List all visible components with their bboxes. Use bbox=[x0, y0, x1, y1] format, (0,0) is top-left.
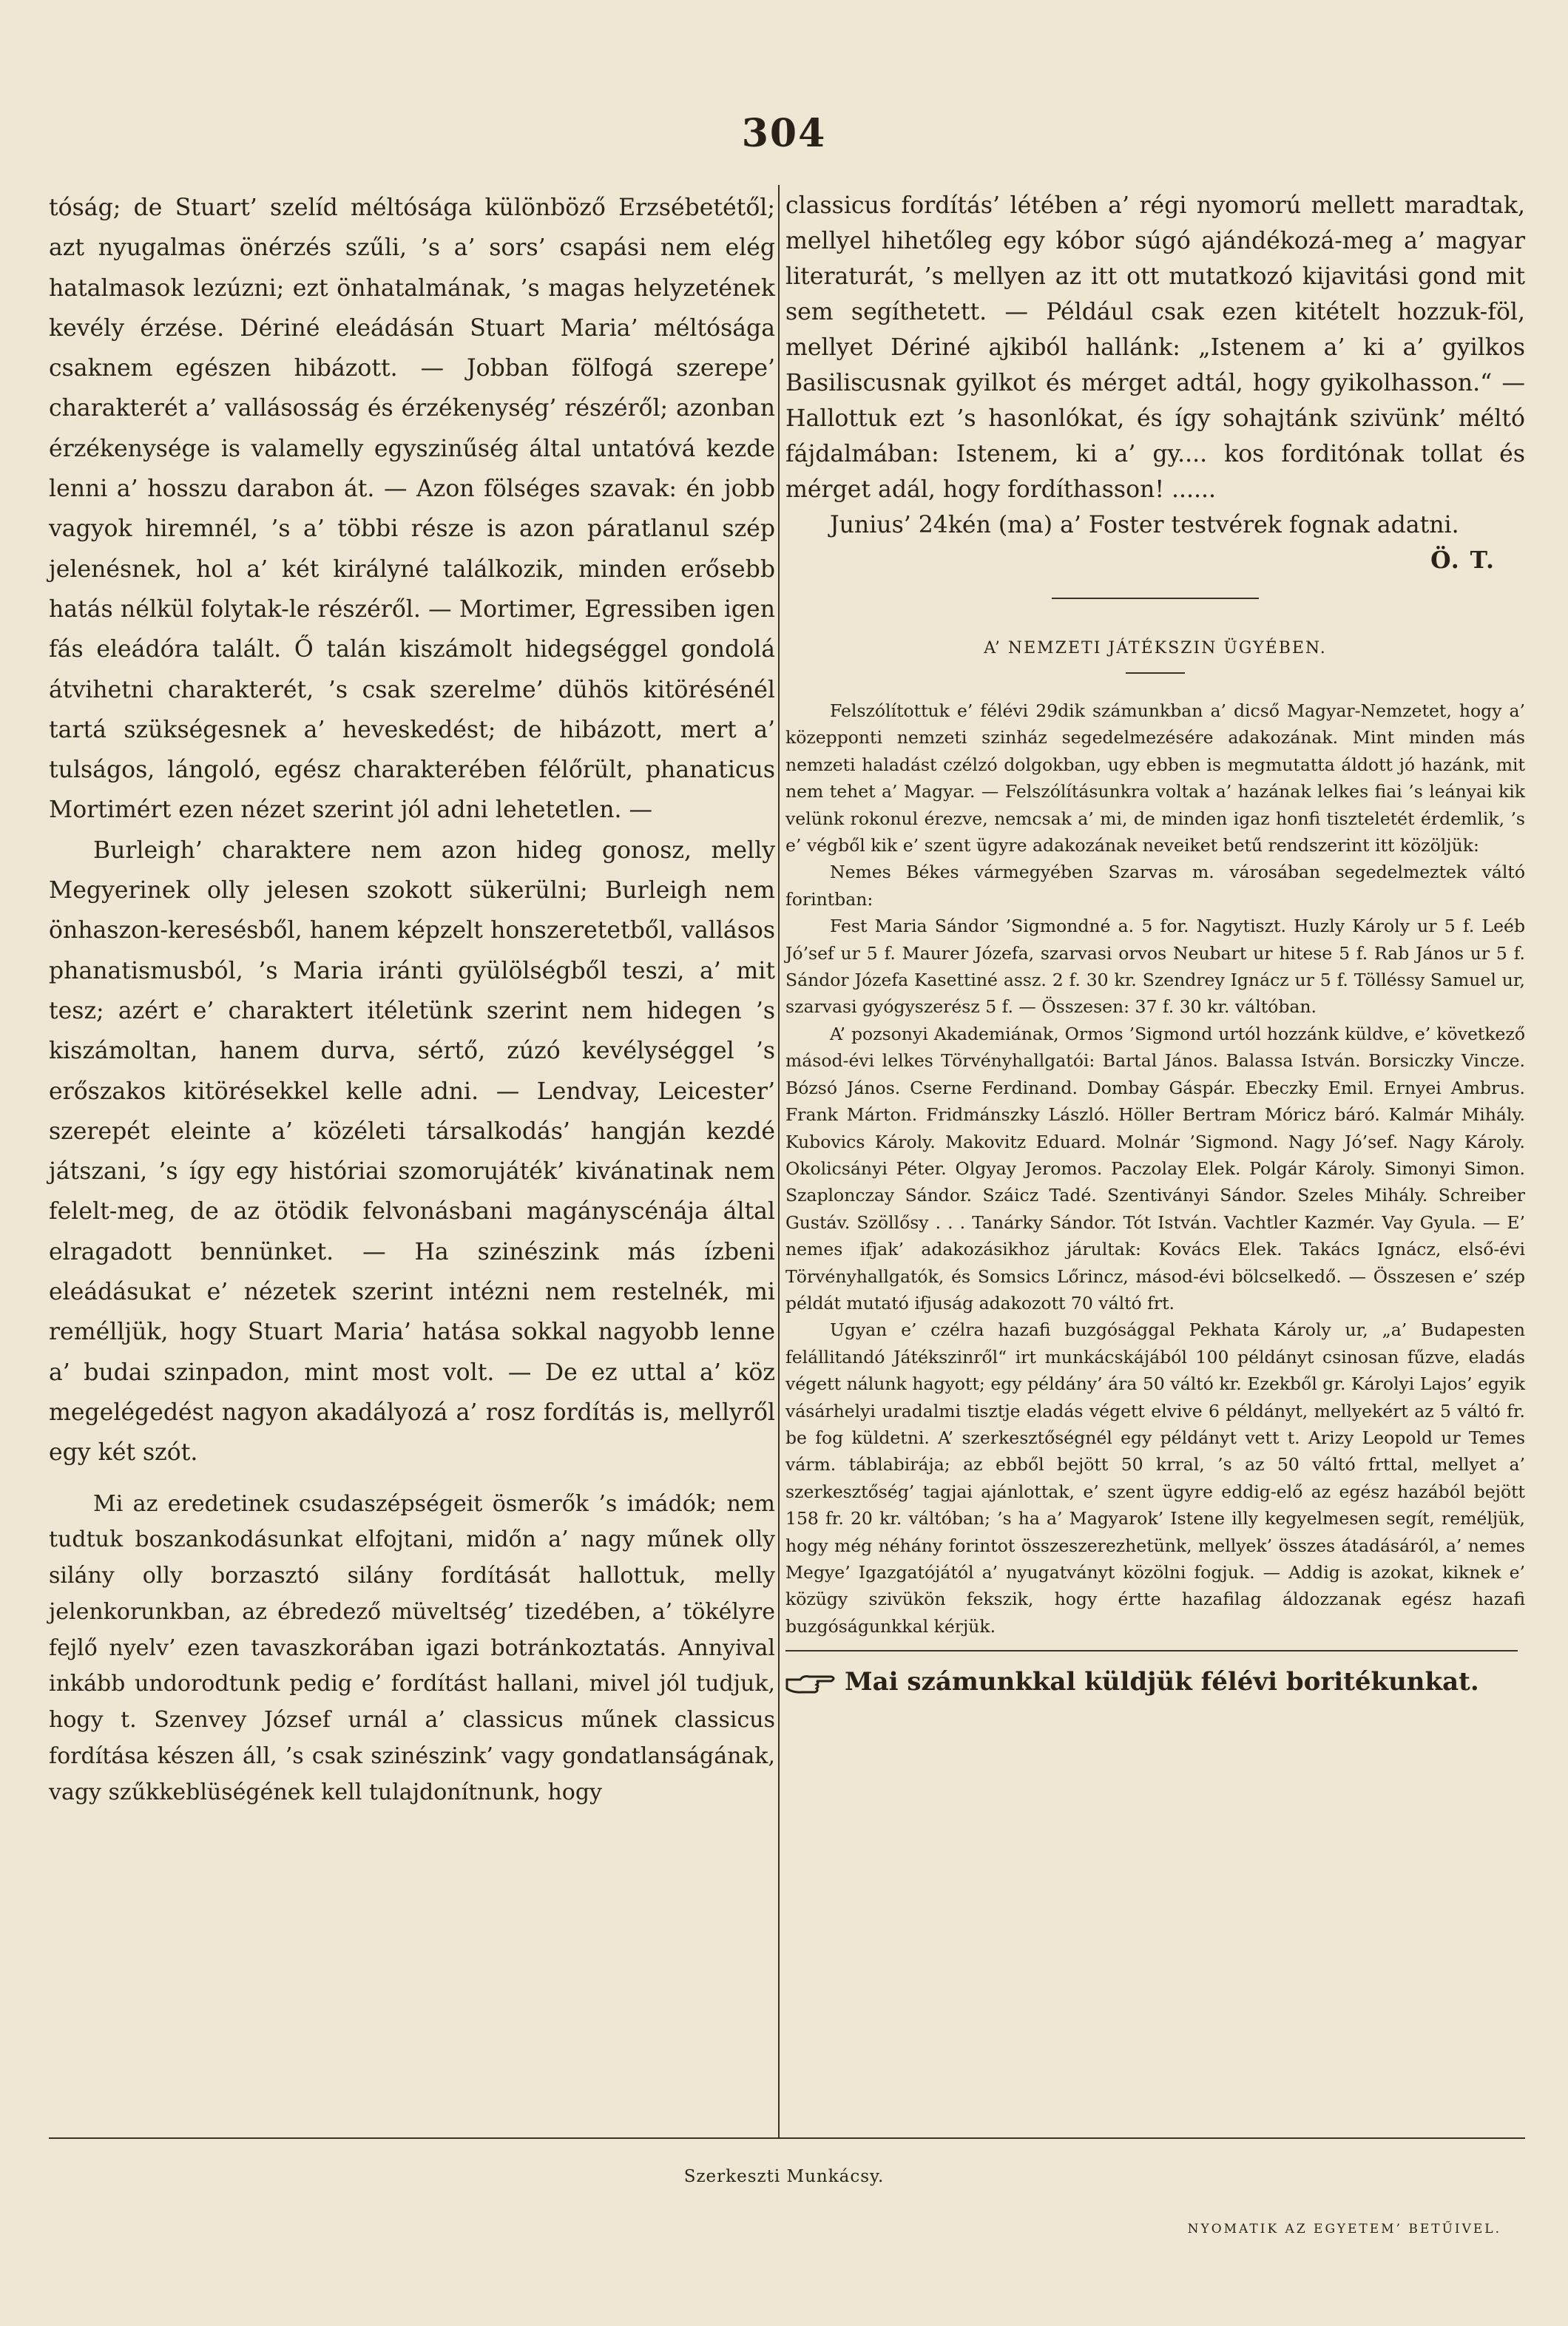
left-column bbox=[49, 188, 775, 1811]
editor-line: Szerkeszti Munkácsy. bbox=[683, 2167, 885, 2186]
footer-divider bbox=[49, 2137, 1525, 2139]
notice-paragraph: Felszólítottuk e’ félévi 29dik számunkban a’ dicső Magyar-Nemzetet, hogy a’ közepponti nemzeti szinház segedelmezésére adakozának. Mint minden más nemzeti haladást czélzó dolgokban, ugy ebben is megmutatta áldott jó hazánk, mit nem tehet a’ Magyar. — Felszólításunkra voltak a’ hazának lelkes fiai ’s leányai kik velünk rokonul érezve, nemcsak a’ mi, de minden igaz honfi tiszteletét érdemlik, ’s e’ végből kik e’ szent ügyre adakozának neveiket betű rendszerint itt közöljük: bbox=[785, 700, 1525, 856]
notice-heading: A’ NEMZETI JÁTÉKSZIN ÜGYÉBEN. bbox=[984, 639, 1327, 657]
left-paragraph-1: tóság; de Stuart’ szelíd méltósága különböző Erzsébetétől; azt nyugalmas önérzés szűli, ’s a’ sors’ csapási nem elég hatalmasok lezúzni; ezt önhatalmának, ’s magas helyzetének kevély érzése. Dériné eleádásán Stuart Maria’ méltósága csaknem egészen hibázott. — Jobban fölfogá szerepe’ charakterét a’ vallásosság és érzékenység’ részéről; azonban érzékenysége is valamelly egyszinűség által untatóvá kezde lenni a’ hosszu darabon át. — Azon fölséges szavak: én jobb vagyok hiremnél, ’s a’ többi része is azon páratlanul szép jelenésnek, hol a’ két királyné találkozik, minden erősebb hatás nélkül folytak-le részéről. — Mortimer, Egressiben igen fás eleádóra talált. Ő talán kiszámolt hidegséggel gondolá átvihetni charakterét, ’s csak szerelme’ dühös kitörésénél tartá szükségesnek a’ heveskedést; de hibázott, mert a’ tulságos, lángoló, egész charakterében félőrült, phanaticus Mortimért ezen nézet szerint jól adni lehetetlen. — bbox=[49, 195, 775, 824]
announcement-text: Mai számunkkal küldjük félévi boritékunkat. bbox=[845, 1667, 1479, 1697]
notice-paragraph: Nemes Békes vármegyében Szarvas m. városában segedelmeztek váltó forintban: bbox=[785, 862, 1525, 910]
right-column bbox=[785, 188, 1525, 1705]
heading-divider bbox=[1126, 672, 1185, 674]
notice-paragraph: Ugyan e’ czélra hazafi buzgósággal Pekhata Károly ur, „a’ Budapesten felállitandó Játékszinről“ irt munkácskájából 100 példányt csinosan fűzve, eladás végett nálunk hagyott; egy példány’ ára 50 váltó kr. Ezekből gr. Károlyi Lajos’ egyik vásárhelyi uradalmi tisztje eladás végett elvive 6 példányt, mellyekért az 5 váltó fr. be fog küldetni. A’ szerkesztőségnél egy példányt vett t. Arizy Leopold ur Temes várm. táblabirája; az ebből bejött 50 krral, ’s az 50 váltó frttal, mellyet a’ szerkesztőség’ tagjai ajánlottak, e’ szent ügyre eddig-elő az egész hazából bejött 158 fr. 20 kr. váltóban; ’s ha a’ Magyarok’ Istene illy kegyelmesen segít, reméljük, hogy még néhány forintot összeszerezhetünk, mellyek’ összes átadásáról, a’ nemes Megye’ Igazgatójától a’ nyugatványt közölni fogjuk. — Addig is azokat, kiknek e’ közügy szivükön fekszik, hogy értte hazafilag áldozzanak egész hazafi buzgóságunkkal kérjük. bbox=[785, 1319, 1525, 1637]
signature: Ö. T. bbox=[1430, 547, 1496, 574]
notice-body bbox=[785, 697, 1525, 1640]
pointing-hand-icon bbox=[785, 1665, 845, 1705]
column-divider bbox=[778, 185, 780, 2137]
printer-line: NYOMATIK AZ EGYETEM’ BETŰIVEL. bbox=[1187, 2222, 1501, 2237]
announcement bbox=[785, 1665, 1525, 1705]
right-intro-paragraph: classicus fordítás’ létében a’ régi nyomorú mellett maradtak, mellyel hihetőleg egy kóbor súgó ajándékozá-meg a’ magyar literaturát, ’s mellyen az itt ott mutatkozó kijavitási gond mit sem segíthetett. — Például csak ezen kitételt hozzuk-föl, mellyet Dériné ajkiból hallánk: „Istenem a’ ki a’ gyilkos Basiliscusnak gyilkot és mérget adtál, hogy gyikolhasson.“ — Hallottuk ezt ’s hasonlókat, és így sohajtánk szivünk’ méltó fájdalmában: Istenem, ki a’ gy.... kos forditónak tollat és mérget adál, hogy fordíthasson! ...... bbox=[785, 192, 1525, 503]
notice-divider bbox=[785, 1650, 1518, 1651]
left-paragraph-2: Burleigh’ charaktere nem azon hideg gonosz, melly Megyerinek olly jelesen szokott sükerülni; Burleigh nem önhaszon-keresésből, hanem képzelt honszeretetből, vallásos phanatismusból, ’s Maria iránti gyülölségből teszi, a’ mit tesz; azért e’ charaktert itéletünk szerint nem hidegen ’s kiszámoltan, hanem durva, sértő, zúzó kevélységgel ’s erőszakos kitörésekkel kelle adni. — Lendvay, Leicester’ szerepét eleinte a’ közéleti társalkodás’ hangján kezdé játszani, ’s így egy históriai szomorujáték’ kivánatinak nem felelt-meg, de az ötödik felvonásbani magányscénája által elragadott bennünket. — Ha szinészink más ízbeni eleádásukat e’ nézetek szerint intézni nem restelnék, mi remélljük, hogy Stuart Maria’ hatása sokkal nagyobb lenne a’ budai szinpadon, mint most volt. — De ez uttal a’ köz megelégedést nagyon akadályozá a’ rosz fordítás is, mellyről egy két szót. bbox=[49, 836, 775, 1467]
performance-notice: Junius’ 24kén (ma) a’ Foster testvérek fognak adatni. bbox=[830, 512, 1459, 538]
left-paragraph-3: Mi az eredetinek csudaszépségeit ösmerők ’s imádók; nem tudtuk boszankodásunkat elfojtani, midőn a’ nagy műnek olly silány olly borzasztó silány fordítását hallottuk, melly jelenkorunkban, az ébredező müveltség’ tizedében, a’ tökélyre fejlő nyelv’ ezen tavaszkorában igazi botránkoztatás. Annyival inkább undorodtunk pedig e’ fordítást hallani, mivel jól tudjuk, hogy t. Szenvey József urnál a’ classicus műnek classicus fordítása készen áll, ’s csak szinészink’ vagy gondatlanságának, vagy szűkkeblüségének kell tulajdonítnunk, hogy bbox=[49, 1490, 775, 1805]
page-number: 304 bbox=[741, 111, 827, 156]
notice-paragraph: Fest Maria Sándor ’Sigmondné a. 5 for. Nagytiszt. Huzly Károly ur 5 f. Leéb Jó’sef ur 5 f. Maurer Józefa, szarvasi orvos Neubart ur hitese 5 f. Rab János ur 5 f. Sándor Józefa Kasettiné assz. 2 f. 30 kr. Szendrey Ignácz ur 5 f. Tölléssy Samuel ur, szarvasi gyógyszerész 5 f. — Összesen: 37 f. 30 kr. váltóban. bbox=[785, 916, 1525, 1018]
section-divider bbox=[1052, 598, 1259, 599]
notice-paragraph: A’ pozsonyi Akademiának, Ormos ’Sigmond urtól hozzánk küldve, e’ következő másod-évi lelkes Törvényhallgatói: Bartal János. Balassa István. Borsiczky Vincze. Bózsó János. Cserne Ferdinand. Dombay Gáspár. Ebeczky Emil. Ernyei Ambrus. Frank Márton. Fridmánszky László. Höller Bertram Móricz báró. Kalmár Mihály. Kubovics Károly. Makovitz Eduard. Molnár ’Sigmond. Nagy Jó’sef. Nagy Károly. Okolicsányi Péter. Olgyay Jeromos. Paczolay Elek. Polgár Károly. Simonyi Simon. Szaplonczay Sándor. Száicz Tadé. Szentiványi Sándor. Szeles Mihály. Schreiber Gustáv. Szöllősy . . . Tanárky Sándor. Tót István. Vachtler Kazmér. Vay Gyula. — E’ nemes ifjak’ adakozásikhoz járultak: Kovács Elek. Takács Ignácz, első-évi Törvényhallgatók, és Somsics Lőrincz, másod-évi bölcselkedő. — Összesen e’ szép példát mutató ifjuság adakozott 70 váltó frt. bbox=[785, 1023, 1525, 1314]
